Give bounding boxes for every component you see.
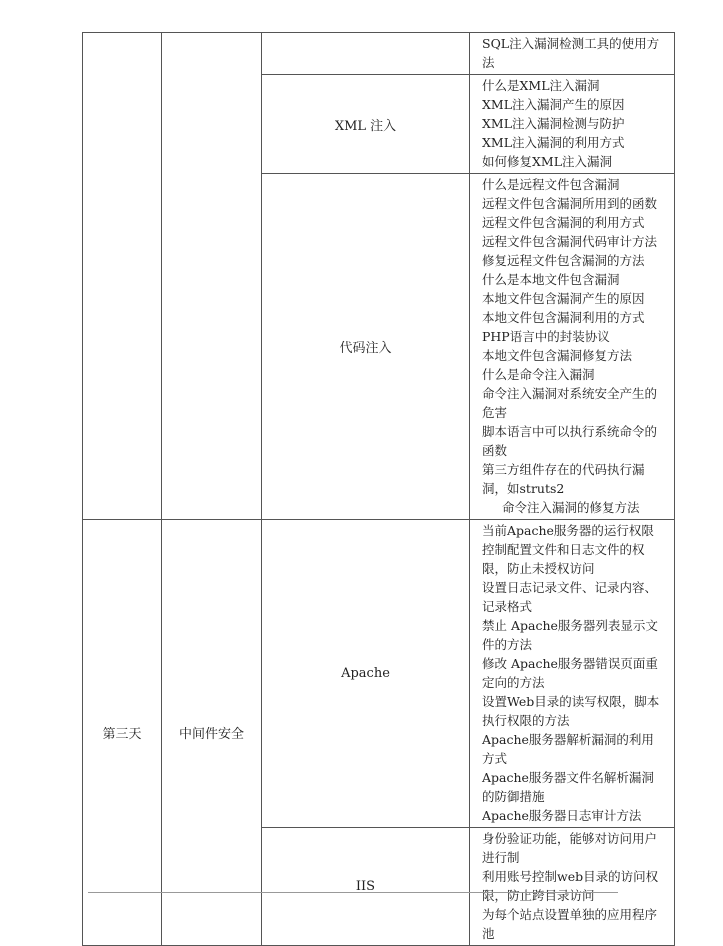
content-cell (470, 828, 675, 946)
content-line: SQL注入漏洞检测工具的使用方法 (482, 36, 660, 70)
content-line: 本地文件包含漏洞产生的原因 (482, 291, 645, 306)
content-line: 设置Web目录的读写权限，脚本执行权限的方法 (482, 694, 660, 728)
content-line: 远程文件包含漏洞代码审计方法 (482, 234, 658, 249)
content-line: XML注入漏洞的利用方式 (482, 135, 625, 150)
content-line: PHP语言中的封装协议 (482, 329, 610, 344)
day-cell-continued (83, 33, 162, 520)
content-line: 本地文件包含漏洞利用的方式 (482, 310, 645, 325)
content-line: 修复远程文件包含漏洞的方法 (482, 253, 645, 268)
page-footer-rule (88, 892, 618, 893)
content-line: 什么是XML注入漏洞 (482, 78, 600, 93)
day-cell: 第三天 (83, 520, 162, 946)
content-line: 为每个站点设置单独的应用程序池 (482, 907, 658, 941)
content-line: 当前Apache服务器的运行权限 (482, 523, 654, 538)
content-line: Apache服务器解析漏洞的利用方式 (482, 732, 654, 766)
module-cell: 中间件安全 (162, 520, 262, 946)
content-line: 利用账号控制web目录的访问权限，防止跨目录访问 (482, 869, 659, 903)
topic-cell-continued (262, 33, 470, 75)
content-line: 如何修复XML注入漏洞 (482, 154, 612, 169)
content-line: 命令注入漏洞的修复方法 (502, 500, 640, 515)
content-line: 远程文件包含漏洞所用到的函数 (482, 196, 658, 211)
content-cell (470, 174, 675, 520)
table-row (83, 33, 675, 75)
content-cell (470, 75, 675, 174)
content-line: 禁止 Apache服务器列表显示文件的方法 (482, 618, 658, 652)
module-cell-continued (162, 33, 262, 520)
content-line: XML注入漏洞产生的原因 (482, 97, 625, 112)
content-line: 什么是远程文件包含漏洞 (482, 177, 620, 192)
content-line: 第三方组件存在的代码执行漏洞，如struts2 (482, 462, 645, 496)
content-line: 修改 Apache服务器错误页面重定向的方法 (482, 656, 658, 690)
content-line: 什么是命令注入漏洞 (482, 367, 595, 382)
content-line: 远程文件包含漏洞的利用方式 (482, 215, 645, 230)
content-line: 设置日志记录文件、记录内容、记录格式 (482, 580, 658, 614)
topic-cell: 代码注入 (262, 174, 470, 520)
content-line: 什么是本地文件包含漏洞 (482, 272, 620, 287)
content-line: Apache服务器文件名解析漏洞的防御措施 (482, 770, 654, 804)
content-line: 本地文件包含漏洞修复方法 (482, 348, 633, 363)
content-line: XML注入漏洞检测与防护 (482, 116, 625, 131)
content-line: 身份验证功能，能够对访问用户进行制 (482, 831, 658, 865)
content-line: 脚本语言中可以执行系统命令的函数 (482, 424, 658, 458)
topic-cell: XML 注入 (262, 75, 470, 174)
topic-cell: IIS (262, 828, 470, 946)
content-line: 控制配置文件和日志文件的权限，防止未授权访问 (482, 542, 645, 576)
table-row (83, 520, 675, 828)
content-line: Apache服务器日志审计方法 (482, 808, 642, 823)
content-cell (470, 520, 675, 828)
topic-cell: Apache (262, 520, 470, 828)
content-cell (470, 33, 675, 75)
content-line: 命令注入漏洞对系统安全产生的危害 (482, 386, 658, 420)
curriculum-table (82, 32, 675, 946)
